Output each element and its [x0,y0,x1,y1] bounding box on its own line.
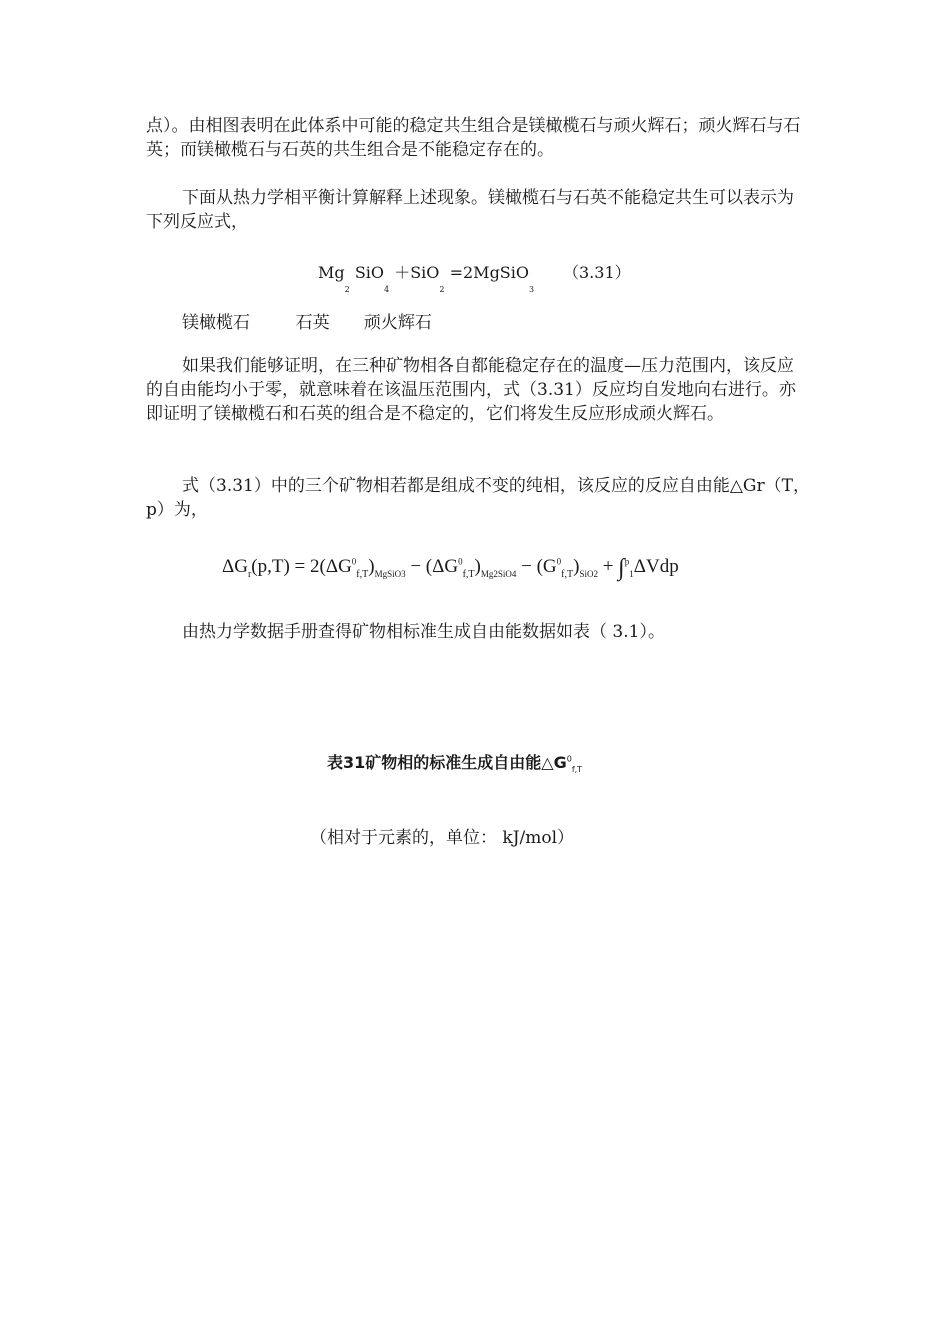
eq2-species-2-sub: 2 [493,568,498,579]
mineral-enstatite: 顽火辉石 [363,313,432,333]
unit-note: （相对于元素的，单位： kJ/mol） [310,828,575,848]
eq2-species-2b: SiO [497,568,512,579]
eq2-species-2: Mg [480,568,494,579]
eq2-species-2b-sub: 4 [511,568,517,579]
eq-sio-sub: 4 [384,285,390,294]
paragraph-4: 式（3.31）中的三个矿物相若都是组成不变的纯相，该反应的反应自由能△Gr（T，p）为， [146,476,810,520]
table-caption-sup: 0 [566,754,572,764]
equation-number: （3.31） [563,263,631,282]
eq2-close-1: ) [368,556,375,577]
eq2-tail: ΔVdp [633,556,679,577]
eq2-sup-2: 0 [458,556,463,567]
eq-plus-sub: 2 [439,285,445,294]
eq-product-sub: 3 [529,285,535,294]
mineral-labels [182,308,432,333]
reaction-equation [318,260,638,294]
eq2-close-3: ) [573,556,580,577]
eq2-args: (p,T) = 2(ΔG [251,556,352,577]
eq2-species-3-sub: 2 [593,568,598,579]
eq2-sup-3: 0 [556,556,562,567]
eq2-close-2: ) [474,556,481,577]
eq2-sup-1: 0 [351,556,357,567]
eq2-species-3: SiO [579,568,594,579]
eq2-mid: − (ΔG [405,556,459,577]
paragraph-1: 点）。由相图表明在此体系中可能的稳定共生组合是镁橄榄石与顽火辉石；顽火辉石与石英；而镁橄榄石与石英的共生组合是不能稳定存在的。 [146,116,801,160]
table-caption [327,750,582,774]
eq2-lhs-sub: r [247,568,252,580]
eq-sio: SiO [354,263,385,282]
mineral-forsterite: 镁橄榄石 [182,313,250,333]
eq-plus-sio: ＋SiO [394,263,440,282]
eq2-sub-3: f,T [561,568,574,580]
paragraph-5: 由热力学数据手册查得矿物相标准生成自由能数据如表（ 3.1）。 [182,622,665,642]
eq2-species-1-sub: 3 [401,568,406,579]
eq-mg: Mg [318,263,345,282]
paragraph-3: 如果我们能够证明，在三种矿物相各自都能稳定存在的温度—压力范围内，该反应的自由能均小于零，就意味着在该温压范围内，式（3.31）反应均自发地向右进行。亦即证明了镁橄榄石和石英的组合是不稳定的，它们将发生反应形成顽火辉石。 [146,356,796,424]
table-caption-sub: f,T [571,765,583,775]
mineral-quartz: 石英 [295,313,330,333]
integral-sign: ∫ [618,555,625,581]
integral-lower: 1 [629,568,634,579]
free-energy-equation [222,552,679,580]
eq2-plus: + [597,556,619,577]
paragraph-2: 下面从热力学相平衡计算解释上述现象。镁橄榄石与石英不能稳定共生可以表示为下列反应式， [146,188,794,232]
table-caption-text: 表31矿物相的标准生成自由能△G [327,753,567,772]
eq2-sub-1: f,T [356,568,369,580]
integral-upper: p [624,556,630,567]
eq2-species-1: MgSiO [374,568,402,579]
eq2-sub-2: f,T [462,568,475,580]
eq-product: =2MgSiO [449,263,529,282]
eq2-lhs: ΔG [222,556,248,577]
eq-mg-sub: 2 [344,285,350,294]
eq2-mid-2: − (G [516,556,557,577]
